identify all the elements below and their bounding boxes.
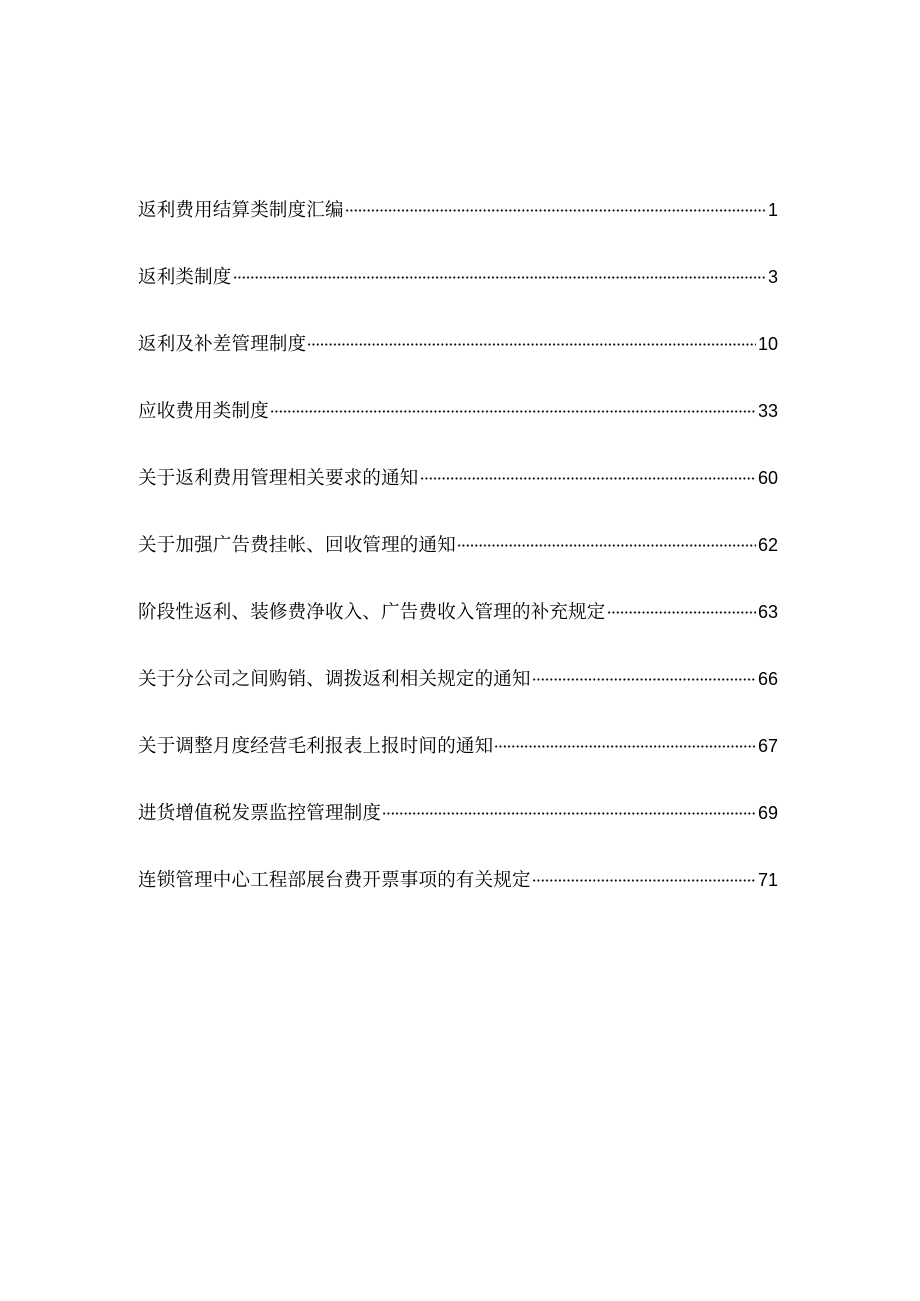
toc-dot-leader [532,879,756,882]
toc-entry-title: 进货增值税发票监控管理制度 [138,803,382,824]
toc-entry-title: 连锁管理中心工程部展台费开票事项的有关规定 [138,870,531,891]
toc-entry[interactable] [138,525,778,592]
toc-page-number: 10 [757,334,778,354]
toc-page-number: 3 [767,267,778,287]
toc-page-number: 69 [757,803,778,823]
toc-entry[interactable] [138,793,778,860]
toc-entry[interactable] [138,726,778,793]
toc-entry[interactable] [138,592,778,659]
toc-dot-leader [607,611,756,614]
toc-entry[interactable] [138,190,778,257]
toc-page-number: 62 [757,535,778,555]
toc-page-number: 60 [757,468,778,488]
toc-entry[interactable] [138,659,778,726]
toc-page-number: 33 [757,401,778,421]
toc-dot-leader [382,812,756,815]
toc-page-number: 1 [767,200,778,220]
toc-dot-leader [233,276,766,279]
toc-page-number: 66 [757,669,778,689]
toc-entry[interactable] [138,458,778,525]
table-of-contents [138,190,778,927]
toc-entry-title: 关于调整月度经营毛利报表上报时间的通知 [138,736,494,757]
toc-entry[interactable] [138,257,778,324]
toc-page-number: 63 [757,602,778,622]
toc-entry-title: 关于返利费用管理相关要求的通知 [138,468,419,489]
toc-entry-title: 返利类制度 [138,267,232,288]
toc-dot-leader [307,343,756,346]
toc-entry[interactable] [138,324,778,391]
toc-dot-leader [532,678,756,681]
toc-dot-leader [420,477,756,480]
toc-entry-title: 阶段性返利、装修费净收入、广告费收入管理的补充规定 [138,602,606,623]
toc-entry-title: 关于分公司之间购销、调拨返利相关规定的通知 [138,669,531,690]
toc-entry[interactable] [138,391,778,458]
toc-dot-leader [494,745,756,748]
toc-entry-title: 应收费用类制度 [138,401,269,422]
toc-page-number: 67 [757,736,778,756]
toc-dot-leader [457,544,756,547]
toc-dot-leader [345,209,766,212]
toc-entry-title: 关于加强广告费挂帐、回收管理的通知 [138,535,456,556]
toc-entry-title: 返利及补差管理制度 [138,334,307,355]
toc-entry-title: 返利费用结算类制度汇编 [138,200,344,221]
toc-dot-leader [270,410,756,413]
toc-entry[interactable] [138,860,778,927]
toc-page-number: 71 [757,870,778,890]
